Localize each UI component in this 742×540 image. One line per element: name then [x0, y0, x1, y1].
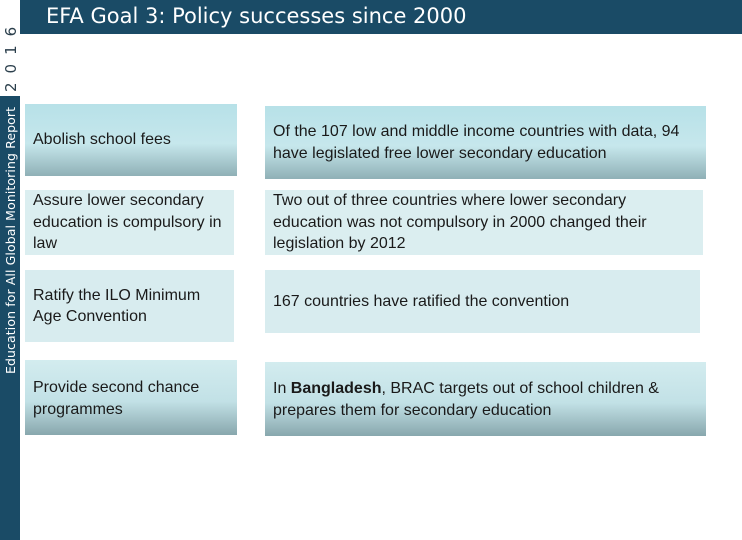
- policy-label: Assure lower secondary education is compulsory in law: [33, 192, 222, 253]
- outcome-box-2: [265, 190, 703, 255]
- outcome-box-4: [265, 362, 706, 436]
- policy-box-2: [25, 190, 234, 255]
- policy-label: Ratify the ILO Minimum Age Convention: [33, 286, 201, 325]
- report-name: Education for All Global Monitoring Report: [3, 106, 18, 374]
- policy-box-1: [25, 104, 237, 176]
- policy-box-4: [25, 360, 237, 435]
- country-name: Bangladesh: [290, 380, 382, 397]
- outcome-text: [273, 378, 698, 421]
- outcome-text: 167 countries have ratified the convention: [273, 292, 570, 310]
- outcome-suffix: , BRAC targets out of school children & prepares them for secondary education: [273, 380, 659, 419]
- policy-box-3: [25, 270, 234, 342]
- policy-label: Provide second chance programmes: [33, 379, 200, 418]
- policy-label: Abolish school fees: [33, 131, 171, 149]
- outcome-text: Two out of three countries where lower secondary education was not compulsory in 2000 changed their legislation by 2012: [273, 192, 647, 253]
- sidebar-year-area: [0, 0, 20, 96]
- outcome-prefix: In: [273, 380, 291, 397]
- header-bar: [20, 0, 742, 34]
- sidebar: [0, 0, 20, 540]
- outcome-box-3: [265, 270, 700, 333]
- page-title: EFA Goal 3: Policy successes since 2000: [46, 4, 467, 28]
- outcome-text: Of the 107 low and middle income countries with data, 94 have legislated free lower secondary education: [273, 123, 680, 162]
- report-year: 2016: [2, 17, 20, 92]
- outcome-box-1: [265, 106, 706, 179]
